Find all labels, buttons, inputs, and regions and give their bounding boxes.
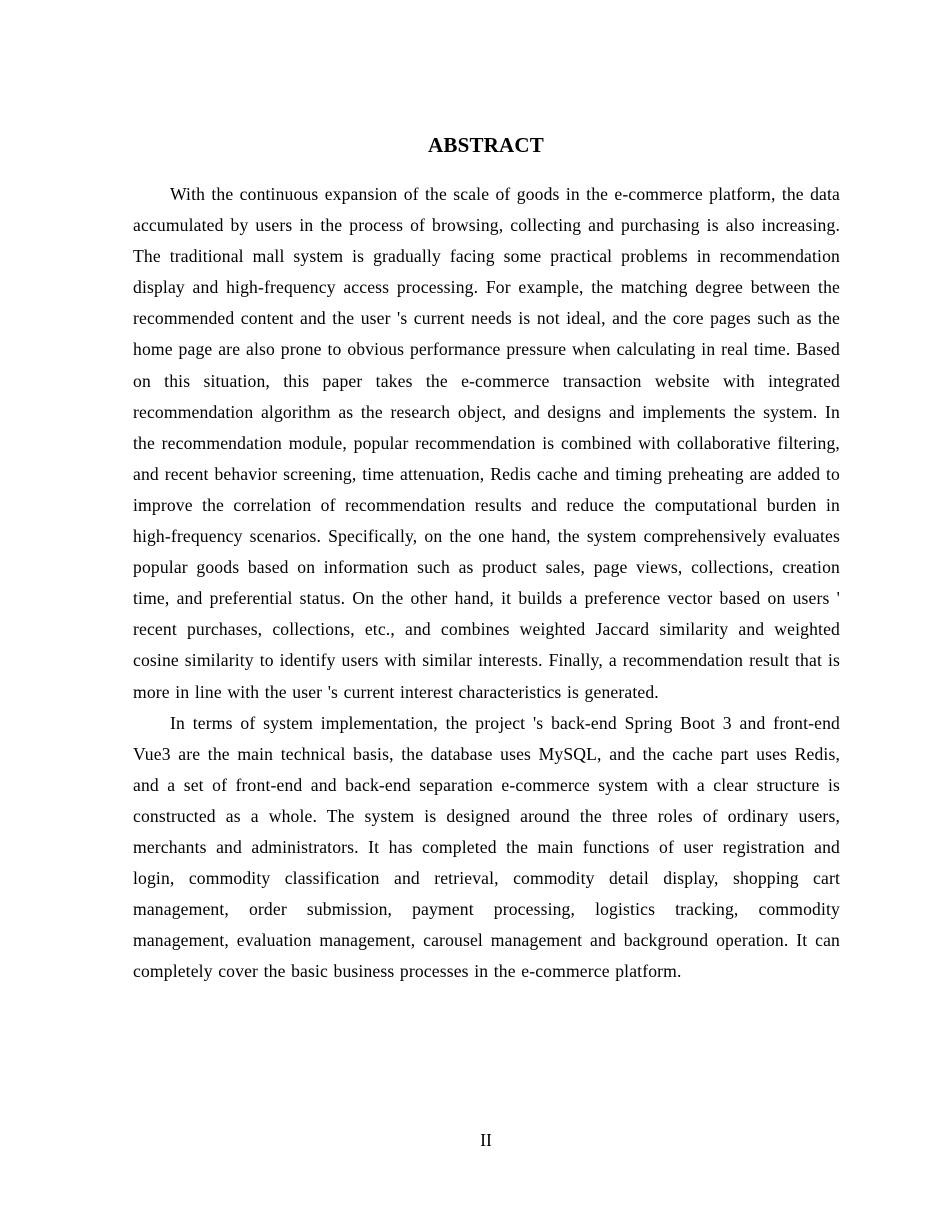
abstract-paragraph-1: With the continuous expansion of the scale of goods in the e-commerce platform, the data accumulated by users in the process of browsing, collecting and purchasing is also increasing. The traditional mall system is gradually facing some practical problems in recommendation display and high-frequency access processing. For example, the matching degree between the recommended content and the user 's current needs is not ideal, and the core pages such as the home page are also prone to obvious performance pressure when calculating in real time. Based on this situation, this paper takes the e-commerce transaction website with integrated recommendation algorithm as the research object, and designs and implements the system. In the recommendation module, popular recommendation is combined with collaborative filtering, and recent behavior screening, time attenuation, Redis cache and timing preheating are added to improve the correlation of recommendation results and reduce the computational burden in high-frequency scenarios. Specifically, on the one hand, the system comprehensively evaluates popular goods based on information such as product sales, page views, collections, creation time, and preferential status. On the other hand, it builds a preference vector based on users ' recent purchases, collections, etc., and combines weighted Jaccard similarity and weighted cosine similarity to identify users with similar interests. Finally, a recommendation result that is more in line with the user 's current interest characteristics is generated.	[133, 184, 840, 702]
abstract-body	[133, 179, 840, 987]
abstract-paragraph-2: In terms of system implementation, the project 's back-end Spring Boot 3 and front-end Vue3 are the main technical basis, the database uses MySQL, and the cache part uses Redis, and a set of front-end and back-end separation e-commerce system with a clear structure is constructed as a whole. The system is designed around the three roles of ordinary users, merchants and administrators. It has completed the main functions of user registration and login, commodity classification and retrieval, commodity detail display, shopping cart management, order submission, payment processing, logistics tracking, commodity management, evaluation management, carousel management and background operation. It can completely cover the basic business processes in the e-commerce platform.	[133, 712, 840, 982]
page-number: II	[480, 1130, 492, 1150]
abstract-title: ABSTRACT	[428, 133, 544, 157]
